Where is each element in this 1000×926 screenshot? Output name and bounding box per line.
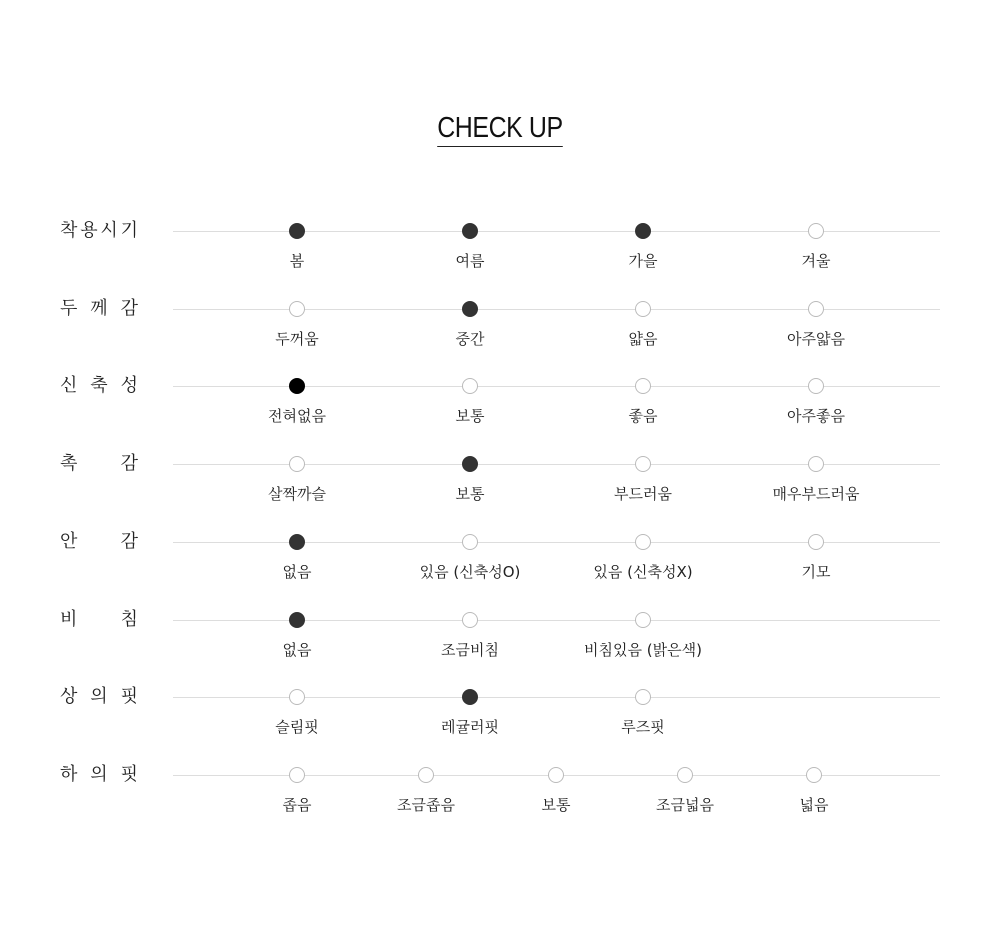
radio-dot-empty — [635, 689, 651, 705]
page-title: CHECK UP — [437, 112, 562, 147]
check-up-title-wrap — [0, 112, 1000, 147]
row-label — [60, 530, 138, 554]
row-label-char: 두 — [60, 297, 78, 319]
option-label: 아주얇음 — [787, 329, 845, 348]
radio-dot-empty — [418, 767, 434, 783]
row-label-char: 의 — [90, 763, 108, 785]
option-label: 봄 — [289, 252, 305, 270]
option-label: 가을 — [628, 252, 658, 270]
radio-dot-filled — [635, 223, 651, 239]
option-label: 두꺼움 — [275, 329, 319, 348]
row-label-char: 축 — [90, 375, 108, 397]
option-label: 겨울 — [801, 252, 831, 270]
row-label-char: 하 — [60, 763, 78, 785]
checkup-row — [0, 453, 1000, 524]
radio-dot-filled — [289, 612, 305, 628]
radio-dot-empty — [462, 612, 478, 628]
row-label-char: 께 — [90, 297, 108, 319]
radio-dot-empty — [806, 767, 822, 783]
row-label-char: 촉 — [60, 453, 78, 475]
checkup-row — [0, 763, 1000, 835]
radio-dot-empty — [289, 767, 305, 783]
radio-dot-empty — [289, 301, 305, 317]
option-label: 얇음 — [628, 329, 658, 348]
row-label-char: 신 — [60, 375, 78, 397]
row-label-char: 침 — [120, 608, 138, 630]
radio-dot-filled — [462, 456, 478, 472]
option-label: 없음 — [282, 640, 312, 659]
option-label: 조금비침 — [441, 640, 499, 659]
row-label-char: 용 — [80, 220, 98, 241]
option-label: 있음 (신축성O) — [419, 562, 521, 581]
radio-dot-filled — [289, 378, 305, 394]
radio-dot-empty — [808, 223, 824, 239]
checkup-row — [0, 608, 1000, 680]
row-label-char: 성 — [120, 375, 138, 397]
row-label — [60, 219, 138, 243]
row-label-char: 안 — [60, 530, 78, 552]
radio-dot-empty — [635, 612, 651, 628]
option-label: 중간 — [455, 329, 485, 348]
row-label — [60, 452, 138, 476]
option-label: 여름 — [455, 252, 485, 270]
row-label-char: 기 — [120, 220, 138, 241]
row-label-char: 핏 — [120, 686, 138, 708]
checkup-row — [0, 375, 1000, 446]
option-label: 슬림핏 — [275, 718, 319, 737]
radio-dot-empty — [635, 378, 651, 394]
radio-dot-filled — [462, 689, 478, 705]
radio-dot-empty — [289, 456, 305, 472]
radio-dot-empty — [808, 534, 824, 550]
radio-dot-empty — [635, 301, 651, 317]
option-label: 조금넓음 — [656, 795, 714, 814]
option-label: 루즈핏 — [621, 718, 665, 737]
row-label — [60, 763, 138, 787]
row-label-char: 착 — [60, 220, 78, 241]
row-label — [60, 685, 138, 709]
radio-dot-filled — [462, 301, 478, 317]
option-label: 있음 (신축성X) — [593, 562, 693, 581]
option-label: 넓음 — [799, 795, 829, 814]
radio-dot-filled — [289, 534, 305, 550]
radio-dot-empty — [635, 456, 651, 472]
radio-dot-filled — [462, 223, 478, 239]
row-label-char: 감 — [120, 530, 138, 552]
option-label: 아주좋음 — [787, 407, 845, 426]
radio-dot-empty — [808, 301, 824, 317]
radio-dot-filled — [289, 223, 305, 239]
checkup-row — [0, 220, 1000, 291]
option-label: 부드러움 — [614, 485, 672, 504]
row-label-char: 시 — [100, 220, 118, 241]
option-label: 보통 — [455, 407, 485, 426]
option-label: 없음 — [282, 562, 312, 581]
option-label: 조금좁음 — [397, 795, 455, 814]
option-label: 보통 — [455, 485, 485, 504]
radio-dot-empty — [548, 767, 564, 783]
option-label: 보통 — [541, 795, 571, 814]
radio-dot-empty — [808, 456, 824, 472]
checkup-row — [0, 297, 1000, 369]
row-label-char: 감 — [120, 297, 138, 319]
radio-dot-empty — [635, 534, 651, 550]
row-label — [60, 608, 138, 632]
row-label-char: 의 — [90, 686, 108, 708]
row-label-char: 감 — [120, 453, 138, 475]
option-label: 비침있음 (밝은색) — [584, 640, 702, 659]
checkup-row — [0, 686, 1000, 757]
radio-dot-empty — [289, 689, 305, 705]
option-label: 매우부드러움 — [772, 485, 860, 504]
option-label: 레귤러핏 — [441, 718, 499, 737]
radio-dot-empty — [462, 534, 478, 550]
radio-dot-empty — [808, 378, 824, 394]
radio-dot-empty — [462, 378, 478, 394]
option-label: 살짝까슬 — [268, 485, 326, 504]
option-label: 좋음 — [628, 407, 658, 426]
option-label: 좁음 — [282, 795, 312, 814]
option-label: 전혀없음 — [268, 407, 326, 426]
radio-dot-empty — [677, 767, 693, 783]
row-label-char: 상 — [60, 686, 78, 708]
row-label — [60, 297, 138, 321]
row-label-char: 비 — [60, 608, 78, 630]
option-label: 기모 — [801, 562, 831, 581]
row-label-char: 핏 — [120, 763, 138, 785]
row-label — [60, 374, 138, 398]
checkup-row — [0, 530, 1000, 602]
